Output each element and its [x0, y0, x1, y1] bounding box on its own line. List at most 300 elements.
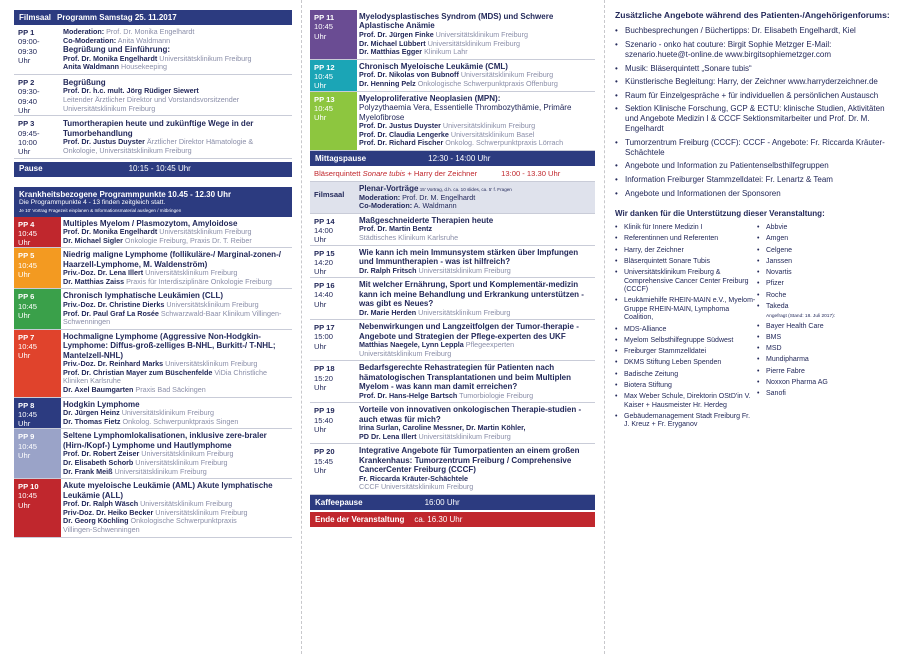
speaker-affiliation: Universitätsklinikum Freiburg — [458, 70, 554, 80]
session-number: PP 2 — [18, 78, 35, 87]
speaker-affiliation: Universitätsklinikum Freiburg — [153, 507, 248, 517]
session-title: Maßgeschneiderte Therapien heute — [359, 215, 494, 225]
session-title: Wie kann ich mein Immunsystem stärken über Impfungen und Immuntherapien - was ist hilfreich? — [359, 247, 579, 267]
session-label — [14, 429, 61, 478]
speaker-affiliation: Onkolog. Schwerpunktpraxis Lörrach — [443, 138, 564, 148]
pause-bar — [14, 162, 292, 177]
speaker-affiliation: Praxis Bad Säckingen — [133, 385, 206, 395]
session-title: Nebenwirkungen und Langzeitfolgen der Tumor-therapie - Angebote und Strategien der Pflege-experten des UKF — [359, 322, 579, 341]
session-block — [310, 278, 595, 320]
header-title: Programm Samstag 25. 11.2017 — [57, 12, 177, 22]
speaker-name: Dr. Ralph Fritsch — [359, 265, 417, 275]
session-body — [61, 289, 292, 328]
music-program — [310, 166, 595, 182]
session-number: PP 11 — [314, 13, 335, 22]
session-block — [14, 116, 292, 158]
session-number: PP 13 — [314, 94, 335, 104]
session-label — [310, 444, 357, 494]
session-label — [14, 217, 61, 248]
speaker-line — [359, 234, 592, 243]
offers-column — [615, 10, 890, 433]
plenary-title-text: Plenar-Vorträge — [359, 184, 419, 194]
moderation-name: Prof. Dr. M. Engelhardt — [400, 192, 476, 202]
session-label — [14, 25, 61, 74]
speaker-name: Dr. Matthias Egger — [359, 47, 423, 57]
offers-title: Zusätzliche Angebote während des Patienten-/Angehörigenforums: — [615, 10, 890, 20]
session-label — [14, 116, 61, 157]
thanks-item: • Freiburger Stammzelldatei — [615, 348, 757, 357]
offer-item: • Tumorzentrum Freiburg (CCCF): CCCF - Angebote: Fr. Riccarda Kräuter-Schächtele — [615, 138, 890, 158]
session-block — [14, 289, 292, 329]
session-time-unit: Uhr — [314, 465, 327, 475]
speaker-name: Dr. Jürgen Heinz — [63, 408, 120, 418]
sponsor-item: • Novartis — [757, 269, 877, 278]
session-block — [310, 444, 595, 495]
speaker-affiliation: Universitätsklinikum Freiburg — [143, 268, 238, 278]
header-room: Filmsaal — [19, 12, 52, 22]
session-time-unit: Uhr — [314, 382, 327, 392]
speaker-affiliation: Universitätsklinikum Freiburg — [139, 449, 234, 459]
speaker-affiliation: Universitätsklinikum Freiburg — [163, 359, 258, 369]
session-title: Myelodysplastisches Syndrom (MDS) und Schwere Aplastische Anämie — [359, 12, 554, 31]
speaker-line — [359, 309, 592, 318]
speaker-line — [63, 310, 289, 327]
plenary-room: Filmsaal — [314, 190, 345, 200]
session-title: Bedarfsgerechte Rehastrategien für Patienten nach hämatologischen Transplantationen und beim Multiplen Myelom - was kann man damit erreichen? — [359, 363, 572, 392]
thanks-item: • Biotera Stiftung — [615, 382, 757, 391]
fold-line-right — [604, 0, 605, 654]
speaker-line — [63, 96, 289, 113]
session-title: Myeloproliferative Neoplasien (MPN): — [359, 93, 501, 103]
thanks-columns — [615, 224, 890, 432]
session-label — [310, 403, 357, 443]
thanks-title: Wir danken für die Unterstützung dieser Veranstaltung: — [615, 208, 825, 218]
session-number: PP 20 — [314, 447, 335, 457]
session-title: Niedrig maligne Lymphome (follikuläre-/ Marginal-zonen-/ Haarzell-Lymphome, M. Waldenström) — [63, 250, 281, 269]
session-number: PP 3 — [18, 119, 35, 129]
session-label — [14, 248, 61, 288]
speaker-line — [359, 80, 592, 89]
session-number: PP 6 — [18, 292, 35, 302]
lunch-label: Mittagspause — [315, 153, 367, 163]
speaker-affiliation: Universitätsklinikum Freiburg — [416, 431, 511, 441]
session-label — [310, 278, 357, 319]
speaker-line — [63, 63, 289, 72]
session-block — [14, 330, 292, 398]
speaker-affiliation: CCCF Universitätsklinikum Freiburg — [359, 482, 474, 492]
speaker-line — [359, 139, 592, 148]
session-block — [14, 479, 292, 537]
thanks-item: • Myelom Selbsthilfegruppe Südwest — [615, 337, 757, 346]
session-time: 10:45 — [18, 342, 38, 352]
speaker-name: Dr. Thomas Fietz — [63, 416, 121, 426]
thanks-item: • Referentinnen und Referenten — [615, 235, 757, 244]
session-body — [357, 246, 595, 278]
end-time: ca. 16.30 Uhr — [414, 514, 463, 524]
session-block — [310, 92, 595, 152]
speaker-line — [359, 350, 592, 359]
speaker-affiliation: Universitätsklinikum Freiburg — [119, 408, 214, 418]
sponsor-item: • MSD — [757, 345, 877, 354]
session-title: Akute myeloische Leukämie (AML) Akute lymphatische Leukämie (ALL) — [63, 481, 273, 500]
sponsor-item: • Amgen — [757, 235, 877, 244]
speaker-name: Moderation: — [63, 27, 105, 36]
speaker-line — [63, 237, 289, 246]
music-name: Sonare tubis — [362, 169, 406, 179]
speaker-name: Priv.-Doz. Dr. Reinhard Marks — [63, 359, 164, 369]
session-time-unit: Uhr — [18, 419, 31, 429]
sponsor-item: • Bayer Health Care — [757, 323, 877, 332]
speaker-name: Priv.-Doz. Dr. Lena Illert — [63, 268, 144, 278]
plenary-header — [310, 182, 595, 214]
session-body — [61, 330, 292, 397]
session-time: 10:45 — [18, 301, 38, 311]
speaker-name: PD Dr. Lena Illert — [359, 431, 417, 441]
speaker-affiliation: Universitätsklinikum Freiburg — [133, 457, 228, 467]
session-subtitle: Begrüßung — [63, 78, 106, 87]
session-label — [14, 75, 61, 115]
session-number: PP 14 — [314, 216, 335, 226]
speaker-name: Co-Moderation: — [63, 35, 117, 45]
session-body — [61, 25, 292, 74]
speaker-affiliation: Universitätsklinikum Freiburg — [416, 307, 511, 317]
session-time: 10:45 — [314, 72, 334, 82]
session-block — [14, 398, 292, 430]
session-body — [61, 398, 292, 429]
thanks-item: • DKMS Stiftung Leben Spenden — [615, 359, 757, 368]
thanks-item: • Leukämiehilfe RHEIN-MAIN e.V., Myelom-Gruppe RHEIN-MAIN, Lymphoma Coalition, — [615, 297, 757, 323]
thanks-left-column — [615, 224, 757, 432]
session-time-unit: Uhr — [314, 81, 327, 91]
lunch-time: 12:30 - 14:00 Uhr — [428, 153, 491, 163]
co-moderation-label: Co-Moderation: — [359, 201, 413, 211]
session-time-unit: Uhr — [18, 269, 31, 279]
session-time: 10:45 — [18, 491, 38, 501]
speaker-affiliation: Tumorbiologie Freiburg — [457, 390, 534, 400]
session-body — [357, 214, 595, 245]
speaker-affiliation: Onkologische Schwerpunktpraxis Offenburg — [415, 78, 558, 88]
session-time: 10:45 — [18, 409, 38, 419]
session-block — [310, 246, 595, 279]
speaker-name: Dr. Henning Pelz — [359, 78, 416, 88]
session-time-unit: Uhr — [314, 31, 327, 41]
session-number: PP 4 — [18, 219, 35, 229]
session-body — [357, 361, 595, 402]
session-body — [61, 248, 292, 288]
session-body — [357, 320, 595, 360]
session-body — [357, 10, 595, 59]
speaker-affiliation: Anita Waldmann — [116, 35, 171, 45]
speaker-name: Prof. Dr. h.c. mult. Jörg Rüdiger Siewert — [63, 86, 199, 96]
thanks-item: • MDS-Alliance — [615, 326, 757, 335]
session-body — [61, 429, 292, 478]
co-moderation-name: A. Waldmann — [412, 201, 457, 211]
session-time: 09:30- — [18, 87, 40, 97]
speaker-affiliation: Universitätsklinikum Basel — [448, 129, 535, 139]
session-time-unit: Uhr — [314, 424, 327, 434]
session-block — [14, 248, 292, 289]
end-bar — [310, 512, 595, 527]
session-number: PP 18 — [314, 364, 335, 374]
speaker-affiliation: Universitätsklinikum Freiburg — [359, 348, 452, 358]
session-time: 10:45 — [314, 22, 334, 32]
session-label — [310, 320, 357, 360]
sponsor-item: • Pierre Fabre — [757, 368, 877, 377]
session-body — [357, 444, 595, 494]
session-body — [61, 75, 292, 115]
session-time: 15:00 — [314, 332, 334, 342]
session-time: 15:40 — [314, 415, 334, 425]
session-body — [61, 479, 292, 536]
offer-item: • Musik: Bläserquintett „Sonare tubis“ — [615, 64, 890, 74]
program-column-afternoon — [310, 10, 595, 527]
session-time-unit: Uhr — [18, 55, 31, 65]
fold-line-left — [301, 0, 302, 654]
session-body — [357, 403, 595, 443]
speaker-name: Irina Surlan, Caroline Messner, Dr. Martin Köhler, — [359, 423, 526, 433]
session-block — [310, 10, 595, 60]
parallel-title: Krankheitsbezogene Programmpunkte 10.45 - 12.30 Uhr — [19, 189, 232, 199]
parallel-sessions-header — [14, 187, 292, 217]
session-title: Vorteile von innovativen onkologischen Therapie-studien - auch etwas für mich? — [359, 405, 582, 424]
session-subtitle: Tumortherapien heute und zukünftige Wege in der Tumorbehandlung — [63, 119, 254, 138]
speaker-affiliation: Klinikum Lahr — [422, 47, 468, 57]
session-body — [61, 217, 292, 248]
speaker-name: Prof. Dr. Monika Engelhardt — [63, 53, 158, 63]
session-time-unit: Uhr — [18, 310, 31, 320]
sponsor-note: Angefragt (Stand: 18. Juli 2017): — [766, 314, 836, 319]
session-number: PP 9 — [18, 432, 35, 442]
speaker-name: Prof. Dr. Justus Duyster — [359, 121, 441, 131]
plenary-co-moderation — [359, 202, 592, 211]
speaker-affiliation: Universitätsklinikum Freiburg — [157, 226, 252, 236]
session-body — [357, 92, 595, 151]
sponsor-item: • Pfizer — [757, 280, 877, 289]
speaker-line — [359, 483, 592, 492]
session-title: Mit welcher Ernährung, Sport und Komplementär-medizin kann ich meine Behandlung und Erkrankung unterstützen - was gibt es Neues? — [359, 280, 584, 309]
speaker-name: Dr. Marie Herden — [359, 307, 417, 317]
speaker-line — [359, 267, 592, 276]
speaker-line — [63, 526, 289, 535]
thanks-item: • Gebäudemanagement Stadt Freiburg Fr. J. Kreuz + Fr. Eryganov — [615, 413, 757, 430]
speaker-line — [359, 392, 592, 401]
speaker-affiliation: Universitätsklinikum Freiburg — [416, 265, 511, 275]
session-number: PP 8 — [18, 400, 35, 410]
plenary-note: 15' Vortrag, d.h. ca. 10 slides, ca. 5' f. Fragen — [418, 187, 512, 193]
session-title: Chronisch lymphatische Leukämien (CLL) — [63, 291, 224, 301]
speaker-name: Dr. Michael Sigler — [63, 235, 123, 245]
speaker-name: Dr. Axel Baumgarten — [63, 385, 134, 395]
session-number: PP 1 — [18, 28, 35, 37]
session-time: 15:20 — [314, 373, 334, 383]
thanks-item: • Max Weber Schule, Direktorin OStD'in V. Kaiser + Hausmeister Hr. Herdeg — [615, 393, 757, 410]
session-title: Integrative Angebote für Tumorpatienten an einem großen Krankenhaus: Tumorzentrum Freiburg / Comprehensive CancerCenter Freiburg (CCCF) — [359, 446, 580, 475]
session-title: Seltene Lymphomlokalisationen, inklusive zere-braler (Hirn-/Kopf-) Lymphome und Hautlymphome — [63, 431, 267, 450]
session-time: 10:45 — [314, 103, 334, 113]
session-block — [14, 429, 292, 479]
speaker-affiliation: ViDia Christliche — [212, 367, 267, 377]
speaker-name: Prof. Dr. Nikolas von Bubnoff — [359, 70, 459, 80]
parallel-note: Die Programmpunkte 4 - 13 finden zeitgleich statt. — [19, 199, 166, 207]
session-label — [14, 330, 61, 397]
thanks-item: • Universitätsklinikum Freiburg & Comprehensive Cancer Center Freiburg (CCCF) — [615, 269, 757, 295]
session-time-unit: Uhr — [18, 351, 31, 361]
sponsor-item: • Mundipharma — [757, 356, 877, 365]
speaker-affiliation: Universitätsklinikum Freiburg — [138, 499, 233, 509]
speaker-line — [63, 278, 289, 287]
session-block — [310, 403, 595, 444]
speaker-affiliation: Universitätsklinikum Freiburg — [433, 29, 528, 39]
plenary-body — [357, 182, 595, 213]
session-block — [310, 320, 595, 361]
session-time-unit: Uhr — [314, 235, 327, 245]
session-subtitle: Polyzythaemia Vera, Essentielle Thrombozythämie, Primäre Myelofibrose — [359, 102, 572, 122]
session-time-unit: Uhr — [18, 147, 31, 157]
session-block — [310, 214, 595, 246]
speaker-affiliation: Kliniken Karlsruhe — [63, 376, 121, 386]
offer-item: • Buchbesprechungen / Büchertipps: Dr. Elisabeth Engelhardt, Kiel — [615, 26, 890, 36]
session-time-unit: Uhr — [18, 105, 31, 115]
speaker-affiliation: Prof. Dr. Monika Engelhardt — [104, 27, 195, 36]
speaker-line — [63, 418, 289, 427]
speaker-name: Prof. Dr. Martin Bentz — [359, 224, 433, 234]
session-label — [14, 398, 61, 429]
speaker-name: Priv.-Doz. Dr. Christine Dierks — [63, 299, 165, 309]
sponsor-item: • BMS — [757, 334, 877, 343]
session-time: 14:40 — [314, 290, 334, 300]
sponsor-item: • Janssen — [757, 258, 877, 267]
coffee-break-bar — [310, 495, 595, 510]
speaker-name: Prof. Dr. Justus Duyster — [63, 137, 145, 147]
thanks-item: • Bläserquintett Sonare Tubis — [615, 258, 757, 267]
music-guest: + Harry der Zeichner — [405, 169, 478, 179]
sponsor-item: • Celgene — [757, 247, 877, 256]
speaker-name: Prof. Dr. Monika Engelhardt — [63, 226, 158, 236]
music-time: 13:00 - 13.30 Uhr — [501, 169, 561, 179]
speaker-line — [359, 48, 592, 57]
speaker-line — [63, 37, 289, 46]
speaker-name: Dr. Elisabeth Schorb — [63, 457, 134, 467]
offer-item: • Angebote und Information zu Patientenselbsthilfegruppen — [615, 161, 890, 171]
session-time: 09:00- — [18, 37, 40, 47]
session-block — [310, 361, 595, 403]
speaker-name: Prof. Dr. Ralph Wäsch — [63, 499, 139, 509]
speaker-affiliation: Universitätsklinikum Freiburg — [425, 38, 520, 48]
speaker-name: Priv-Doz. Dr. Heiko Becker — [63, 507, 154, 517]
offer-item: • Künstlerische Begleitung: Harry, der Zeichner www.harryderzeichner.de — [615, 77, 890, 87]
speaker-name: Dr. Frank Meiß — [63, 466, 113, 476]
end-label: Ende der Veranstaltung — [315, 514, 405, 524]
parallel-hint: Je 10' Vortrag Fragezeit einplanen & Informationsmaterial auslegen / mitbringen — [19, 208, 182, 214]
sponsor-item: • Roche — [757, 292, 877, 301]
speaker-name: Dr. Matthias Zaiss — [63, 276, 125, 286]
speaker-name: Prof. Dr. Richard Fischer — [359, 138, 444, 148]
session-time-unit: Uhr — [18, 238, 31, 248]
offer-item: • Sektion Klinische Forschung, GCP & ECTU: klinische Studien, Aktivitäten und Angebote Medizin I & CCCF Sektionsmitarbeiter und Prof. Dr. M. Engelhardt — [615, 104, 890, 134]
speaker-affiliation: Housekeeping — [119, 62, 167, 72]
pause-label: Pause — [19, 164, 43, 174]
music-ensemble: Bläserquintett — [314, 169, 361, 179]
session-body — [357, 60, 595, 91]
speaker-affiliation: Pflegeexperten — [463, 340, 515, 350]
lunch-break-bar — [310, 151, 595, 166]
session-title: Hodgkin Lymphome — [63, 399, 140, 409]
session-title: Chronisch Myeloische Leukämie (CML) — [359, 61, 508, 71]
session-label — [14, 289, 61, 328]
speaker-line — [359, 433, 592, 442]
session-time-unit: Uhr — [314, 299, 327, 309]
session-label — [310, 246, 357, 278]
coffee-label: Kaffeepause — [315, 497, 363, 507]
session-time-end: 09:30 — [18, 46, 38, 56]
offer-item: • Angebote und Informationen der Sponsoren — [615, 189, 890, 199]
coffee-time: 16:00 Uhr — [424, 497, 460, 507]
moderation-label: Moderation: — [359, 192, 401, 202]
speaker-affiliation: Leitender Ärztlicher Direktor und Vorstandsvorsitzender Universitätsklinikum Freiburg — [63, 95, 240, 113]
session-subtitle: Begrüßung und Einführung: — [63, 45, 171, 55]
session-time: 14:00 — [314, 226, 334, 236]
session-number: PP 19 — [314, 406, 335, 416]
session-body — [61, 116, 292, 157]
session-number: PP 15 — [314, 248, 335, 258]
session-number: PP 7 — [18, 332, 35, 342]
speaker-line — [63, 468, 289, 477]
speaker-line — [63, 138, 289, 155]
session-label — [310, 92, 357, 151]
speaker-affiliation: Onkolog. Schwerpunktpraxis Singen — [120, 416, 239, 426]
session-number: PP 5 — [18, 251, 35, 261]
session-time: 10:45 — [18, 441, 38, 451]
speaker-affiliation: Ärztlicher Direktor Hämatologie & Onkologie, Universitätsklinikum Freiburg — [63, 137, 254, 155]
session-time: 14:20 — [314, 257, 334, 267]
speaker-name: Prof. Dr. Claudia Lengerke — [359, 129, 449, 139]
speaker-affiliation: Schwarzwald-Baar Klinikum Villingen-Schwenningen — [63, 308, 282, 327]
thanks-item: • Harry, der Zeichner — [615, 247, 757, 256]
sponsor-item: • Abbvie — [757, 224, 877, 233]
session-time-unit: Uhr — [18, 450, 31, 460]
pause-time: 10:15 - 10:45 Uhr — [128, 164, 191, 174]
session-block — [14, 25, 292, 75]
offer-item: • Information Freiburger Stammzelldatei: Fr. Lenartz & Team — [615, 175, 890, 185]
sponsor-item: • Takeda — [757, 303, 877, 312]
session-time-unit: Uhr — [314, 267, 327, 277]
speaker-line — [63, 386, 289, 395]
session-number: PP 10 — [18, 482, 39, 492]
offer-item: • Raum für Einzelgespräche + für individuellen & persönlichen Austausch — [615, 91, 890, 101]
speaker-affiliation: Städtisches Klinikum Karlsruhe — [359, 233, 459, 242]
session-time-unit: Uhr — [314, 113, 327, 123]
thanks-item: • Klinik für Innere Medizin I — [615, 224, 757, 233]
speaker-affiliation: Onkologie Freiburg, Praxis Dr. T. Reiber — [122, 235, 252, 245]
session-label — [14, 479, 61, 536]
thanks-item: • Badische Zeitung — [615, 371, 757, 380]
speaker-name: Dr. Michael Lübbert — [359, 38, 426, 48]
speaker-name: Anita Waldmann — [63, 62, 120, 72]
speaker-name: Fr. Riccarda Kräuter-Schächtele — [359, 473, 469, 483]
sponsor-item: • Sanofi — [757, 390, 877, 399]
session-time-unit: Uhr — [18, 500, 31, 510]
session-title: Hochmaligne Lymphome (Aggressive Non-Hodgkin-Lymphome: Diffus-groß-zelliges B-NHL, Burkitt-/ T-NHL; Mantelzell-NHL) — [63, 331, 276, 360]
session-title: Multiples Myelom / Plasmozytom, Amyloidose — [63, 218, 238, 228]
session-label — [310, 361, 357, 402]
speaker-name: Prof. Dr. Paul Graf La Rosée — [63, 308, 159, 318]
session-time-end: 09:40 — [18, 96, 38, 106]
program-column-morning — [14, 10, 292, 538]
session-time: 09:45- — [18, 128, 40, 138]
speaker-affiliation: Universitätsklinikum Freiburg — [164, 299, 259, 309]
session-label — [310, 214, 357, 245]
session-number: PP 16 — [314, 281, 335, 291]
